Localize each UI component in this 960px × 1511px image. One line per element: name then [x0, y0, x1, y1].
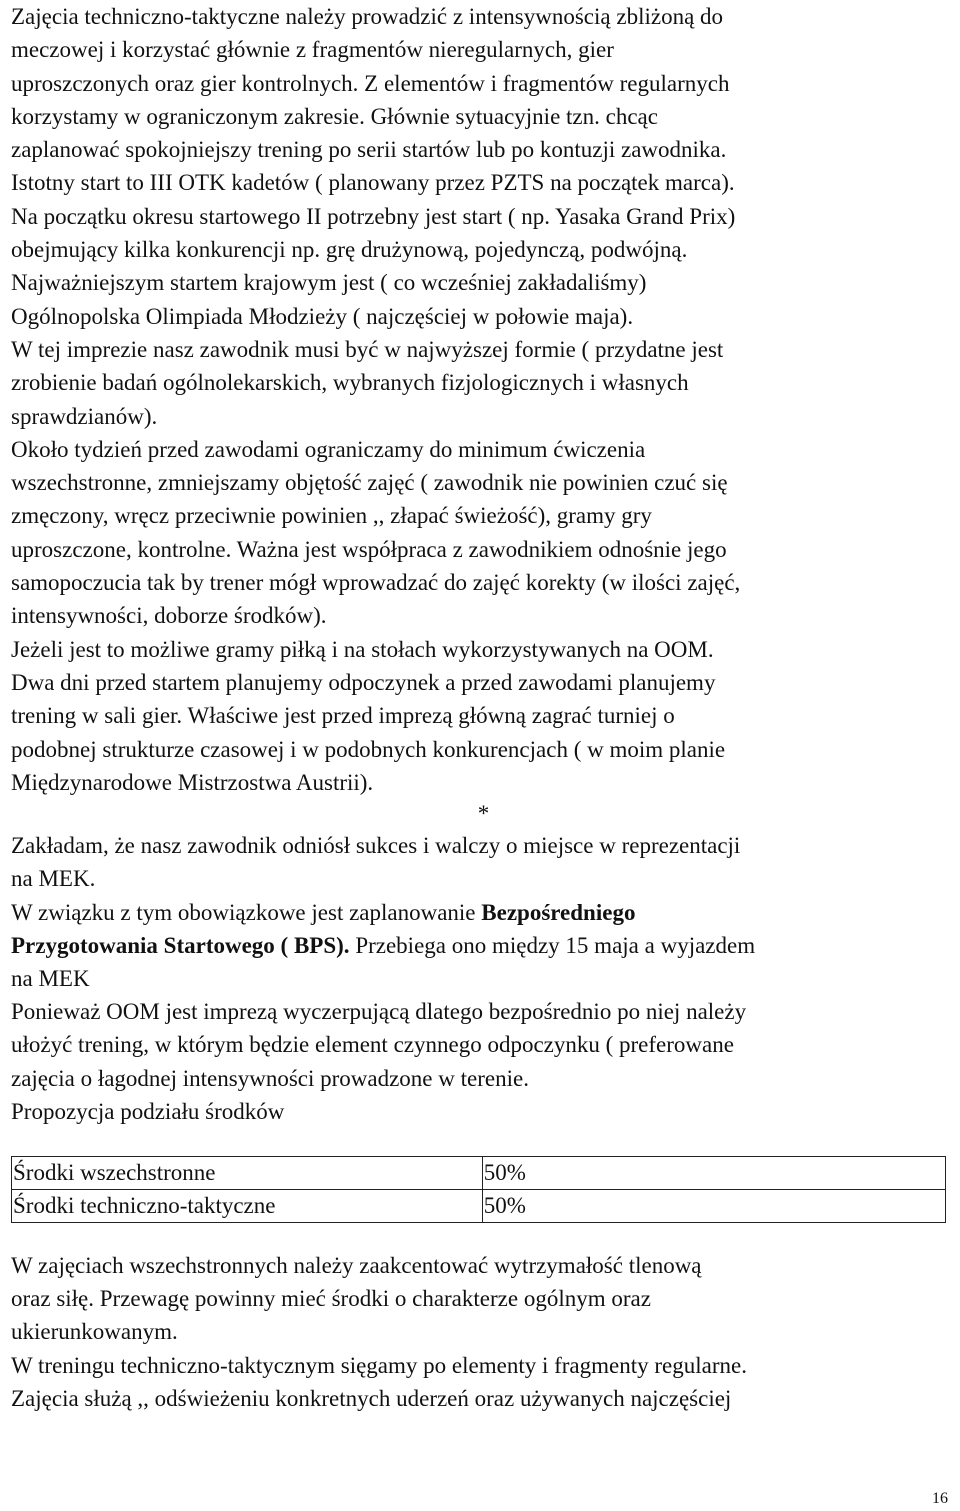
bold-term: Bezpośredniego — [481, 899, 636, 925]
paragraph-block-2 — [11, 829, 946, 1128]
text-line: Zajęcia służą ,, odświeżeniu konkretnych uderzeń oraz używanych najczęściej — [11, 1385, 732, 1411]
text-line: ułożyć trening, w którym będzie element czynnego odpoczynku ( preferowane — [11, 1032, 734, 1058]
text-line: sprawdzianów). — [11, 403, 158, 429]
page-number: 16 — [932, 1490, 948, 1507]
means-distribution-table — [11, 1156, 946, 1223]
text-line-bps-2 — [11, 929, 946, 962]
paragraph-block-3 — [11, 1249, 946, 1415]
table-row — [12, 1156, 946, 1189]
text-line: zaplanować spokojniejszy trening po serii startów lub po kontuzji zawodnika. — [11, 137, 727, 163]
text-line: na MEK. — [11, 866, 96, 892]
text-line: W zajęciach wszechstronnych należy zaakcentować wytrzymałość tlenową — [11, 1252, 702, 1278]
text-line: trening w sali gier. Właściwe jest przed imprezą główną zagrać turniej o — [11, 703, 675, 729]
text-line: Najważniejszym startem krajowym jest ( co wcześniej zakładaliśmy) — [11, 270, 647, 296]
table-row — [12, 1189, 946, 1222]
text-line: Zajęcia techniczno-taktyczne należy prowadzić z intensywnością zbliżoną do — [11, 4, 724, 29]
text-line: W treningu techniczno-taktycznym sięgamy po elementy i fragmenty regularne. — [11, 1352, 747, 1378]
text-line: uproszczone, kontrolne. Ważna jest współpraca z zawodnikiem odnośnie jego — [11, 536, 727, 562]
text-line: oraz siłę. Przewagę powinny mieć środki o charakterze ogólnym oraz — [11, 1286, 651, 1312]
text-line: Jeżeli jest to możliwe gramy piłką i na stołach wykorzystywanych na OOM. — [11, 636, 714, 662]
text-line: Międzynarodowe Mistrzostwa Austrii). — [11, 769, 374, 795]
text-line: zrobienie badań ogólnolekarskich, wybranych fizjologicznych i własnych — [11, 370, 689, 396]
table-cell: 50% — [482, 1156, 945, 1189]
text-line: wszechstronne, zmniejszamy objętość zajęć ( zawodnik nie powinien czuć się — [11, 470, 728, 496]
text-line: Ogólnopolska Olimpiada Młodzieży ( najczęściej w połowie maja). — [11, 303, 634, 329]
text-line: Dwa dni przed startem planujemy odpoczynek a przed zawodami planujemy — [11, 669, 716, 695]
text-line: Istotny start to III OTK kadetów ( planowany przez PZTS na początek marca). — [11, 170, 735, 196]
table-cell: 50% — [482, 1189, 945, 1222]
paragraph-block-1 — [11, 0, 946, 799]
text-line: uproszczonych oraz gier kontrolnych. Z elementów i fragmentów regularnych — [11, 70, 730, 96]
text-run: Przebiega ono między 15 maja a wyjazdem — [349, 932, 756, 958]
table-cell: Środki techniczno-taktyczne — [12, 1189, 483, 1222]
text-line: na MEK — [11, 965, 90, 991]
text-line: intensywności, doborze środków). — [11, 603, 327, 629]
text-line: samopoczucia tak by trener mógł wprowadzać do zajęć korekty (w ilości zajęć, — [11, 570, 741, 596]
text-line: Zakładam, że nasz zawodnik odniósł sukces i walczy o miejsce w reprezentacji — [11, 833, 741, 859]
text-line: podobnej strukturze czasowej i w podobnych konkurencjach ( w moim planie — [11, 736, 726, 762]
bold-term: Przygotowania Startowego ( BPS). — [11, 932, 350, 958]
table-cell: Środki wszechstronne — [12, 1156, 483, 1189]
text-line: Około tydzień przed zawodami ograniczamy do minimum ćwiczenia — [11, 436, 646, 462]
text-line: Ponieważ OOM jest imprezą wyczerpującą dlatego bezpośrednio po niej należy — [11, 999, 747, 1025]
text-line: zajęcia o łagodnej intensywności prowadzone w terenie. — [11, 1065, 529, 1091]
text-line: Propozycja podziału środków — [11, 1098, 285, 1124]
text-line: meczowej i korzystać głównie z fragmentów nieregularnych, gier — [11, 37, 614, 63]
text-line: ukierunkowanym. — [11, 1319, 178, 1345]
document-page — [11, 0, 946, 1415]
text-line: Na początku okresu startowego II potrzebny jest start ( np. Yasaka Grand Prix) — [11, 203, 736, 229]
text-line: zmęczony, wręcz przeciwnie powinien ,, złapać świeżość), gramy gry — [11, 503, 652, 529]
section-separator: * — [477, 801, 490, 827]
text-line-bps-1 — [11, 896, 946, 929]
text-run: W związku z tym obowiązkowe jest zaplanowanie — [11, 899, 482, 925]
text-line: W tej imprezie nasz zawodnik musi być w najwyższej formie ( przydatne jest — [11, 336, 724, 362]
text-line: obejmujący kilka konkurencji np. grę drużynową, pojedynczą, podwójną. — [11, 237, 688, 263]
text-line: korzystamy w ograniczonym zakresie. Głównie sytuacyjnie tzn. chcąc — [11, 103, 658, 129]
